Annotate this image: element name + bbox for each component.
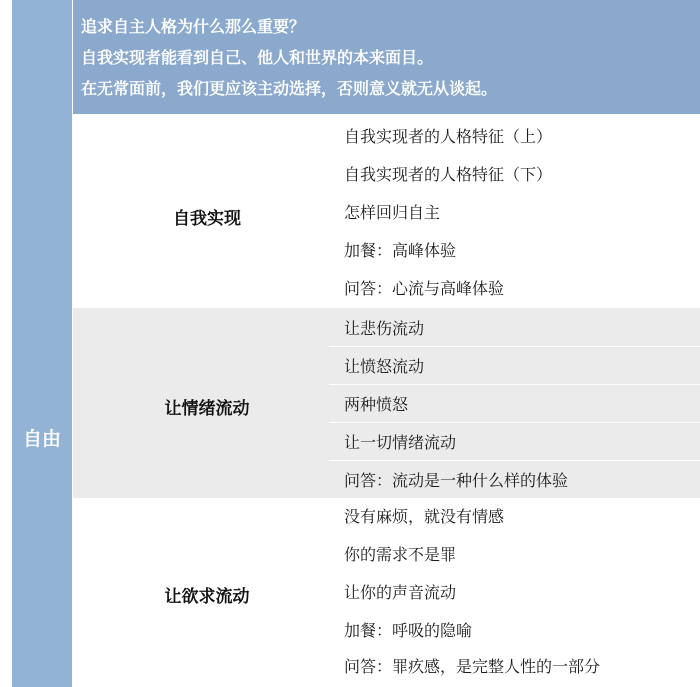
lesson-item[interactable]: 加餐：呼吸的隐喻 <box>344 621 473 640</box>
intro-header <box>73 0 700 114</box>
lesson-item[interactable]: 让悲伤流动 <box>329 310 700 347</box>
theme-column <box>12 0 72 687</box>
lesson-item[interactable]: 让愤怒流动 <box>329 348 700 385</box>
lesson-item[interactable]: 自我实现者的人格特征（下） <box>344 165 553 184</box>
section-emotion-flow <box>73 308 700 498</box>
intro-line: 自我实现者能看到自己、他人和世界的本来面目。 <box>81 48 434 67</box>
section-title: 自我实现 <box>173 209 241 229</box>
lesson-item[interactable]: 加餐：高峰体验 <box>344 241 457 260</box>
section-title: 让情绪流动 <box>164 399 250 419</box>
lesson-item[interactable]: 问答：罪疚感，是完整人性的一部分 <box>344 657 601 676</box>
lesson-item[interactable]: 问答：流动是一种什么样的体验 <box>344 471 569 490</box>
section-desire-flow <box>73 498 700 687</box>
lesson-item[interactable]: 问答：心流与高峰体验 <box>344 279 505 298</box>
lesson-item[interactable]: 怎样回归自主 <box>344 203 441 222</box>
lesson-item[interactable]: 你的需求不是罪 <box>344 545 457 564</box>
intro-line: 在无常面前，我们更应该主动选择，否则意义就无从谈起。 <box>81 79 498 98</box>
lesson-item[interactable]: 两种愤怒 <box>329 386 700 423</box>
lesson-item[interactable]: 没有麻烦，就没有情感 <box>344 507 505 526</box>
intro-line: 追求自主人格为什么那么重要？ <box>81 17 306 36</box>
lesson-item[interactable]: 让一切情绪流动 <box>329 424 700 461</box>
theme-label: 自由 <box>22 428 61 450</box>
section-title: 让欲求流动 <box>164 587 250 607</box>
lesson-item[interactable]: 让你的声音流动 <box>344 583 457 602</box>
section-self-actualization <box>73 118 700 308</box>
lesson-item[interactable]: 自我实现者的人格特征（上） <box>344 127 553 146</box>
